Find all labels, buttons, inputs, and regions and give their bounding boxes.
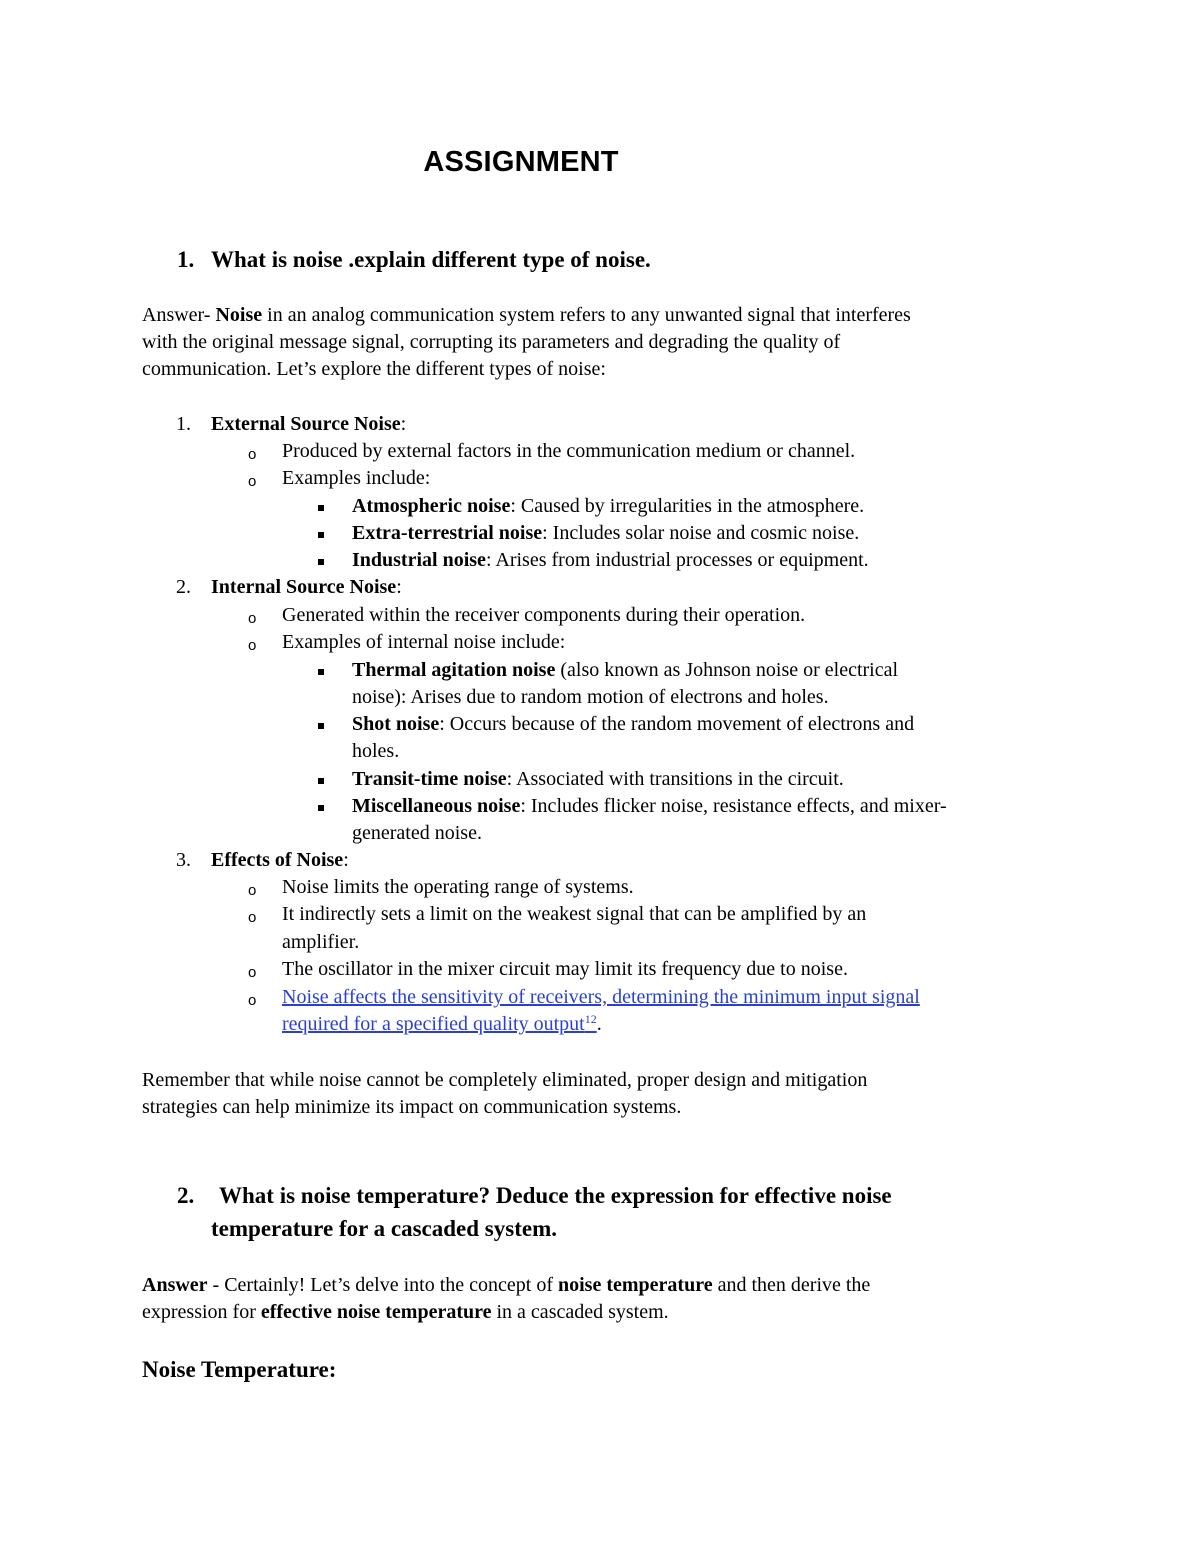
square-bullet-icon bbox=[318, 669, 324, 675]
answer-1-line-1 bbox=[142, 302, 911, 329]
list-subitem bbox=[352, 547, 869, 574]
square-bullet-icon bbox=[318, 723, 324, 729]
section-2-number: 2. bbox=[176, 576, 191, 598]
definition: : Includes flicker noise, resistance effects, and mixer- bbox=[520, 795, 947, 817]
list-item-continuation: amplifier. bbox=[282, 931, 360, 953]
section-colon: : bbox=[343, 849, 349, 871]
answer-keyword: effective noise temperature bbox=[260, 1301, 492, 1323]
list-subitem-continuation: noise): Arises due to random motion of electrons and holes. bbox=[352, 686, 829, 708]
term: Atmospheric noise bbox=[352, 495, 511, 517]
term: Shot noise bbox=[352, 713, 440, 735]
definition: : Arises from industrial processes or equipment. bbox=[485, 549, 869, 571]
term: Transit-time noise bbox=[352, 768, 507, 790]
circle-bullet-icon: o bbox=[248, 446, 257, 463]
section-1-heading bbox=[211, 411, 406, 438]
answer-text: in a cascaded system. bbox=[491, 1301, 669, 1323]
answer-text: expression for bbox=[142, 1301, 261, 1323]
term: Miscellaneous noise bbox=[352, 795, 521, 817]
reference-link-continuation[interactable] bbox=[282, 1013, 597, 1035]
question-2-line-2: temperature for a cascaded system. bbox=[211, 1216, 557, 1241]
list-subitem bbox=[352, 793, 947, 820]
list-subitem bbox=[352, 711, 914, 738]
circle-bullet-icon: o bbox=[248, 992, 257, 1009]
list-item: Produced by external factors in the communication medium or channel. bbox=[282, 440, 856, 462]
list-item: The oscillator in the mixer circuit may limit its frequency due to noise. bbox=[282, 958, 848, 980]
square-bullet-icon bbox=[318, 532, 324, 538]
list-subitem-continuation: holes. bbox=[352, 740, 400, 762]
circle-bullet-icon: o bbox=[248, 882, 257, 899]
citation-superscript: 12 bbox=[584, 1012, 597, 1026]
answer-label: Answer bbox=[142, 1274, 208, 1296]
list-subitem bbox=[352, 657, 898, 684]
list-subitem bbox=[352, 766, 844, 793]
page-title: ASSIGNMENT bbox=[423, 146, 619, 178]
term: Industrial noise bbox=[352, 549, 486, 571]
circle-bullet-icon: o bbox=[248, 473, 257, 490]
circle-bullet-icon: o bbox=[248, 909, 257, 926]
square-bullet-icon bbox=[318, 505, 324, 511]
list-subitem bbox=[352, 493, 864, 520]
closing-paragraph-line-2: strategies can help minimize its impact on communication systems. bbox=[142, 1096, 682, 1118]
circle-bullet-icon: o bbox=[248, 637, 257, 654]
list-item: It indirectly sets a limit on the weakest signal that can be amplified by an bbox=[282, 903, 867, 925]
section-colon: : bbox=[396, 576, 402, 598]
answer-1-line-3: communication. Let’s explore the different types of noise: bbox=[142, 358, 606, 380]
answer-text: and then derive the bbox=[712, 1274, 871, 1296]
square-bullet-icon bbox=[318, 559, 324, 565]
question-2-line-1: What is noise temperature? Deduce the expression for effective noise bbox=[219, 1183, 892, 1208]
section-title: External Source Noise bbox=[211, 413, 401, 435]
list-item: Noise limits the operating range of systems. bbox=[282, 876, 634, 898]
term: Thermal agitation noise bbox=[352, 659, 556, 681]
list-subitem bbox=[352, 520, 859, 547]
circle-bullet-icon: o bbox=[248, 610, 257, 627]
section-heading: Noise Temperature: bbox=[142, 1357, 337, 1382]
reference-link[interactable]: Noise affects the sensitivity of receivers, determining the minimum input signal bbox=[282, 986, 920, 1008]
definition: : Includes solar noise and cosmic noise. bbox=[542, 522, 860, 544]
section-colon: : bbox=[400, 413, 407, 435]
answer-keyword: Noise bbox=[215, 304, 263, 326]
link-text: required for a specified quality output bbox=[282, 1013, 585, 1035]
list-item: Examples of internal noise include: bbox=[282, 631, 566, 653]
list-item: Examples include: bbox=[282, 467, 431, 489]
answer-2-line-2 bbox=[142, 1299, 669, 1326]
reference-link-line-2 bbox=[282, 1011, 602, 1038]
section-title: Effects of Noise bbox=[211, 849, 344, 871]
section-title: Internal Source Noise bbox=[211, 576, 397, 598]
circle-bullet-icon: o bbox=[248, 964, 257, 981]
answer-text: in an analog communication system refers to any unwanted signal that interferes bbox=[262, 304, 911, 326]
list-item: Generated within the receiver components during their operation. bbox=[282, 604, 806, 626]
definition: : Caused by irregularities in the atmosphere. bbox=[510, 495, 865, 517]
section-3-heading bbox=[211, 847, 349, 874]
section-3-number: 3. bbox=[176, 849, 191, 871]
definition: (also known as Johnson noise or electrical bbox=[555, 659, 899, 681]
answer-label: Answer- bbox=[142, 304, 216, 326]
question-1-number: 1. bbox=[177, 247, 195, 272]
answer-text: - Certainly! Let’s delve into the concept of bbox=[207, 1274, 558, 1296]
answer-keyword: noise temperature bbox=[558, 1274, 713, 1296]
list-subitem-continuation: generated noise. bbox=[352, 822, 482, 844]
definition: : Occurs because of the random movement of electrons and bbox=[439, 713, 915, 735]
square-bullet-icon bbox=[318, 778, 324, 784]
closing-paragraph-line-1: Remember that while noise cannot be completely eliminated, proper design and mitigation bbox=[142, 1069, 868, 1091]
section-2-heading bbox=[211, 574, 402, 601]
period: . bbox=[596, 1013, 602, 1035]
term: Extra-terrestrial noise bbox=[352, 522, 543, 544]
question-2-number: 2. bbox=[177, 1183, 195, 1208]
section-1-number: 1. bbox=[176, 413, 191, 435]
question-1-text: What is noise .explain different type of noise. bbox=[211, 247, 651, 272]
answer-2-line-1 bbox=[142, 1272, 870, 1299]
definition: : Associated with transitions in the circuit. bbox=[506, 768, 844, 790]
answer-1-line-2: with the original message signal, corrupting its parameters and degrading the quality of bbox=[142, 331, 841, 353]
square-bullet-icon bbox=[318, 805, 324, 811]
